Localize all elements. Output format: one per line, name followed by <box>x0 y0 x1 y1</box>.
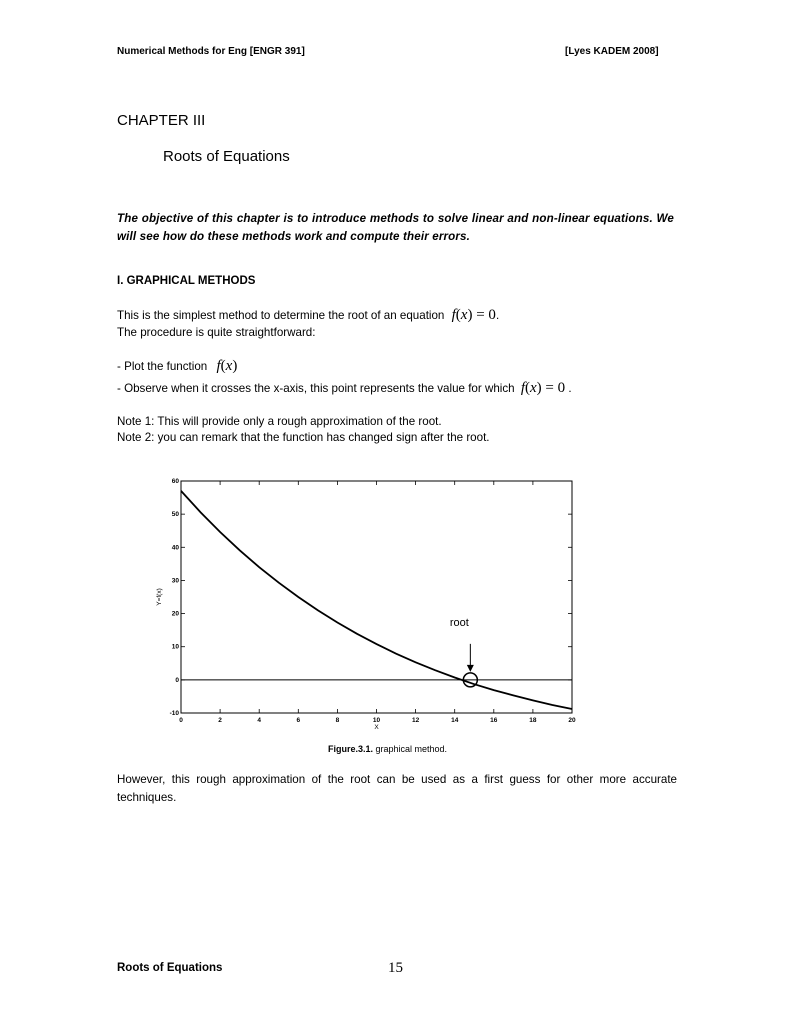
y-tick-label: 50 <box>171 511 179 519</box>
figure-caption-text: graphical method. <box>373 744 448 754</box>
equation-f-of-x-equals-zero: f(x) = 0 <box>451 307 496 323</box>
function-curve <box>181 491 572 709</box>
closing-paragraph: However, this rough approximation of the root can be used as a first guess for other more accurate techniques. <box>117 773 677 804</box>
x-tick-label: 18 <box>529 717 537 724</box>
y-tick-label: 20 <box>171 610 179 618</box>
figure-caption-label: Figure.3.1. <box>328 744 374 754</box>
x-tick-label: 8 <box>335 717 340 724</box>
equation-f-of-x: f(x) <box>216 358 238 374</box>
x-tick-label: 4 <box>257 717 262 724</box>
chapter-label: CHAPTER III <box>117 112 206 129</box>
x-tick-label: 10 <box>372 717 381 724</box>
note-1: Note 1: This will provide only a rough approximation of the root. <box>117 415 442 428</box>
plot-frame <box>181 481 572 713</box>
figure-caption <box>328 744 447 754</box>
x-tick-label: 16 <box>490 717 498 724</box>
x-tick-label: 2 <box>218 717 222 724</box>
equation-f-of-x-equals-zero-2: f(x) = 0 <box>520 380 566 396</box>
x-tick-label: 0 <box>179 717 183 724</box>
running-header-right: [Lyes KADEM 2008] <box>565 46 659 57</box>
section-heading: I. GRAPHICAL METHODS <box>117 275 256 287</box>
y-tick-label: -10 <box>169 710 179 717</box>
y-tick-label: 10 <box>171 643 179 651</box>
note-2: Note 2: you can remark that the function has changed sign after the root. <box>117 431 490 444</box>
y-tick-label: 60 <box>171 478 179 485</box>
y-tick-label: 0 <box>175 676 179 684</box>
x-tick-label: 12 <box>411 717 420 724</box>
y-tick-label: 40 <box>171 544 179 552</box>
root-annotation-label: root <box>449 616 469 629</box>
root-arrow-head <box>467 665 474 672</box>
page-number: 15 <box>388 960 403 976</box>
graphical-method-chart <box>140 470 600 740</box>
x-tick-label: 6 <box>296 717 301 724</box>
x-axis-label: X <box>374 724 379 731</box>
running-header-left: Numerical Methods for Eng [ENGR 391] <box>117 46 305 57</box>
y-tick-label: 30 <box>171 577 179 585</box>
intro-text: This is the simplest method to determine the root of an equation <box>117 309 445 322</box>
step-observe-crossing: - Observe when it crosses the x-axis, this point represents the value for which f(x) = 0 . <box>117 380 572 396</box>
footer-title: Roots of Equations <box>117 962 223 974</box>
y-axis-label: Y=f(x) <box>156 588 163 606</box>
x-tick-label: 14 <box>451 717 459 724</box>
intro-line-2: The procedure is quite straightforward: <box>117 326 316 339</box>
objective-paragraph: The objective of this chapter is to introduce methods to solve linear and non-linear equations. We will see how do these methods work and compute their errors. <box>117 212 674 243</box>
step-plot-function: - Plot the function f(x) <box>117 358 238 374</box>
intro-line-1: This is the simplest method to determine the root of an equation f(x) = 0. <box>117 307 500 323</box>
chapter-title: Roots of Equations <box>163 148 290 165</box>
x-tick-label: 20 <box>568 717 576 724</box>
